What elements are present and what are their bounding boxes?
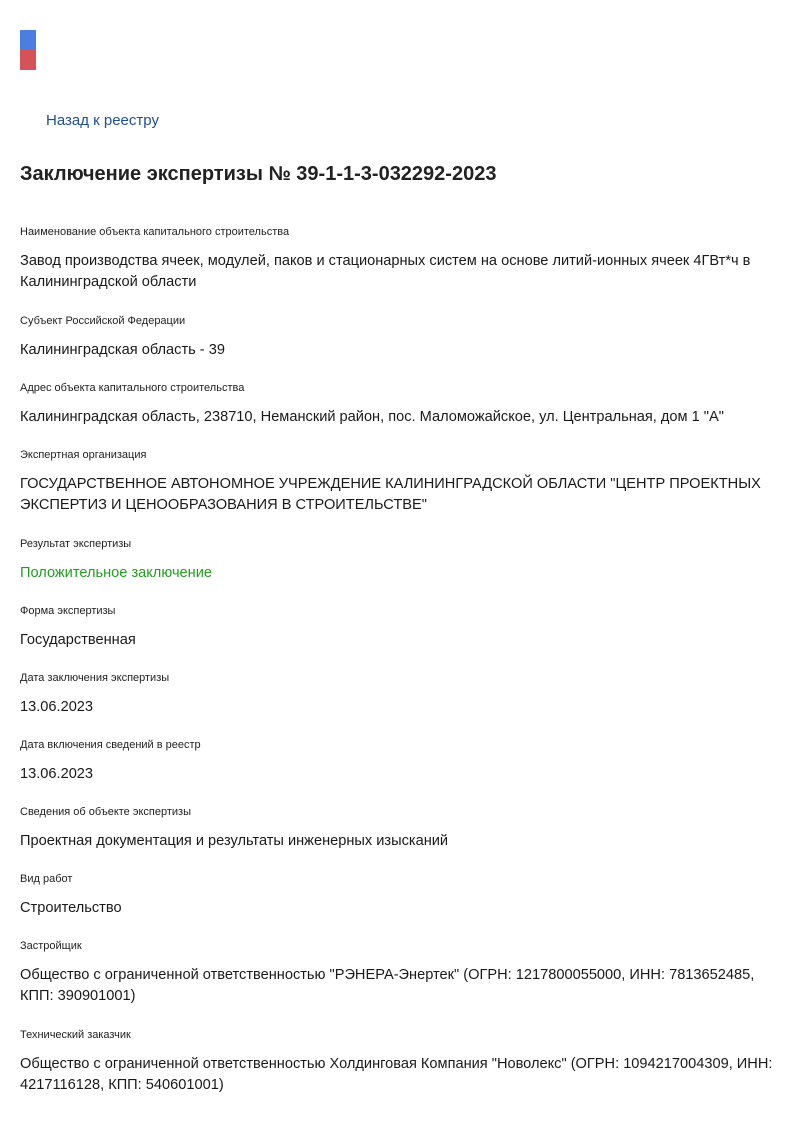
field-label: Субъект Российской Федерации xyxy=(20,315,186,327)
field-value: Завод производства ячеек, модулей, паков и стационарных систем на основе литий-ионных ячеек 4ГВт*ч в Калининградской области xyxy=(20,253,751,290)
brand-logo xyxy=(20,30,36,70)
field-label: Дата заключения экспертизы xyxy=(20,672,170,684)
page-title: Заключение экспертизы № 39-1-1-3-032292-2023 xyxy=(20,163,497,185)
field-value: Калининградская область, 238710, Неманский район, пос. Маломожайское, ул. Центральная, дом 1 "А" xyxy=(20,409,724,425)
expertise-result-status: Положительное заключение xyxy=(20,565,212,581)
field-federation-subject xyxy=(20,314,785,381)
logo-red-stripe xyxy=(20,50,36,70)
field-value: Проектная документация и результаты инженерных изысканий xyxy=(20,833,449,849)
field-expertise-form xyxy=(20,604,785,671)
field-work-type xyxy=(20,872,785,939)
field-expertise-result xyxy=(20,537,785,604)
field-label: Адрес объекта капитального строительства xyxy=(20,382,245,394)
field-value: 13.06.2023 xyxy=(20,766,94,782)
field-object-address xyxy=(20,381,785,448)
field-object-name xyxy=(20,225,785,314)
field-value: Общество с ограниченной ответственностью "РЭНЕРА-Энертек" (ОГРН: 1217800055000, ИНН: 7813652485, КПП: 390901001) xyxy=(20,967,755,1004)
field-value: Строительство xyxy=(20,900,122,916)
field-value: ГОСУДАРСТВЕННОЕ АВТОНОМНОЕ УЧРЕЖДЕНИЕ КАЛИНИНГРАДСКОЙ ОБЛАСТИ "ЦЕНТР ПРОЕКТНЫХ ЭКСПЕРТИЗ И ЦЕНООБРАЗОВАНИЯ В СТРОИТЕЛЬСТВЕ" xyxy=(20,476,761,513)
field-label: Застройщик xyxy=(20,940,82,952)
conclusion-details xyxy=(20,225,785,1117)
field-label: Наименование объекта капитального строительства xyxy=(20,226,290,238)
logo-blue-stripe xyxy=(20,30,36,50)
field-expertise-object-info xyxy=(20,805,785,872)
field-label: Результат экспертизы xyxy=(20,538,132,550)
field-expert-organization xyxy=(20,448,785,537)
field-value: Государственная xyxy=(20,632,136,648)
field-label: Технический заказчик xyxy=(20,1029,131,1041)
field-value: 13.06.2023 xyxy=(20,699,94,715)
field-label: Форма экспертизы xyxy=(20,605,116,617)
field-label: Экспертная организация xyxy=(20,449,147,461)
field-label: Сведения об объекте экспертизы xyxy=(20,806,191,818)
field-developer xyxy=(20,939,785,1028)
field-value: Калининградская область - 39 xyxy=(20,342,225,358)
field-registry-date xyxy=(20,738,785,805)
field-label: Вид работ xyxy=(20,873,73,885)
field-conclusion-date xyxy=(20,671,785,738)
field-technical-customer xyxy=(20,1028,785,1117)
field-value: Общество с ограниченной ответственностью Холдинговая Компания "Новолекс" (ОГРН: 1094217004309, ИНН: 4217116128, КПП: 540601001) xyxy=(20,1056,773,1093)
back-to-registry-link[interactable]: Назад к реестру xyxy=(46,112,159,129)
field-label: Дата включения сведений в реестр xyxy=(20,739,201,751)
